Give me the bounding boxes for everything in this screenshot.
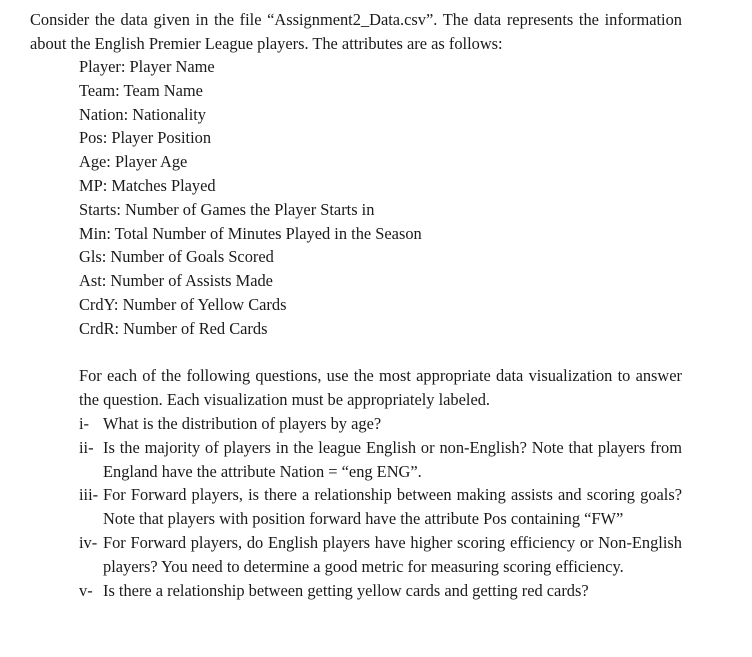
question-number: v-: [79, 580, 93, 600]
question-number: i-: [79, 414, 90, 433]
attribute-crdy: CrdY: Number of Yellow Cards: [79, 294, 287, 314]
question-text: For Forward players, do English players have higher scoring efficiency or Non-English players? You need to determine a good metric for measuring scoring efficiency.: [103, 532, 682, 576]
question-number: iii-: [79, 485, 99, 505]
question-text: What is the distribution of players by age?: [103, 414, 382, 433]
question-number: ii-: [79, 437, 94, 457]
question-item: [79, 412, 682, 436]
question-item: [79, 483, 682, 531]
question-item: [79, 531, 682, 579]
question-item: [79, 436, 682, 484]
attribute-gls: Gls: Number of Goals Scored: [79, 247, 274, 267]
instructions-paragraph: For each of the following questions, use the most appropriate data visualization to answer the question. Each visualization must be appropriately labeled.: [79, 366, 682, 409]
attribute-pos: Pos: Player Position: [79, 128, 212, 148]
attribute-player: Player: Player Name: [79, 57, 215, 76]
attribute-starts: Starts: Number of Games the Player Starts in: [79, 199, 375, 219]
attribute-ast: Ast: Number of Assists Made: [79, 271, 273, 291]
attribute-nation: Nation: Nationality: [79, 104, 207, 124]
intro-paragraph: Consider the data given in the file “Assignment2_Data.csv”. The data represents the information about the English Premier League players. The attributes are as follows:: [30, 10, 682, 53]
attribute-list: [79, 55, 422, 341]
question-number: iv-: [79, 532, 98, 552]
attribute-age: Age: Player Age: [79, 152, 188, 172]
question-list: [79, 412, 682, 602]
question-text: For Forward players, is there a relationship between making assists and scoring goals? Note that players with position forward have the attribute Pos containing “FW”: [103, 485, 682, 529]
attribute-crdr: CrdR: Number of Red Cards: [79, 318, 268, 338]
question-text: Is there a relationship between getting yellow cards and getting red cards?: [103, 580, 589, 600]
attribute-mp: MP: Matches Played: [79, 175, 216, 195]
question-text: Is the majority of players in the league English or non-English? Note that players from England have the attribute Nation = “eng ENG”.: [103, 437, 682, 481]
question-item: [79, 579, 682, 603]
attribute-team: Team: Team Name: [79, 80, 203, 100]
attribute-min: Min: Total Number of Minutes Played in the Season: [79, 223, 422, 243]
